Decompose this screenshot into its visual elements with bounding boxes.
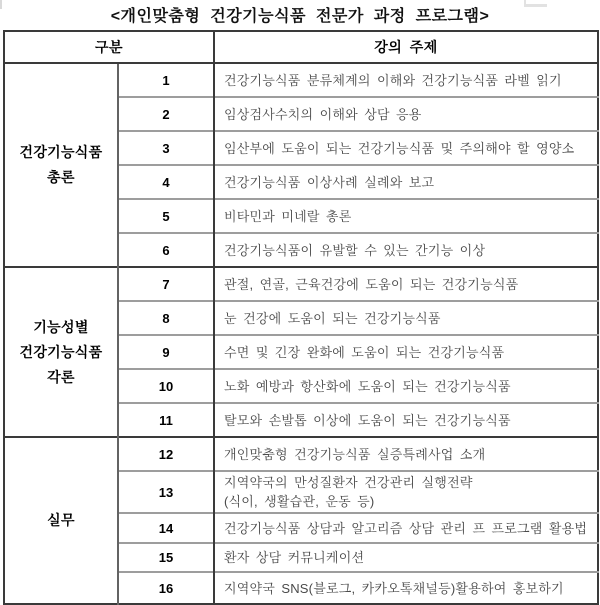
category-cell	[4, 63, 118, 267]
page-title: <개인맞춤형 건강기능식품 전문가 과정 프로그램>	[110, 8, 490, 25]
column-header-topic: 강의 주제	[214, 31, 598, 63]
topic-cell	[214, 335, 598, 369]
topic-line: 수면 및 긴장 완화에 도움이 되는 건강기능식품	[224, 344, 505, 360]
topic-line: 개인맞춤형 건강기능식품 실증특례사업 소개	[224, 446, 486, 462]
topic-line: 임상검사수치의 이해와 상담 응용	[224, 106, 422, 122]
crop-artifact-left	[0, 0, 2, 9]
topic-cell	[214, 513, 598, 543]
column-header-category: 구분	[4, 31, 214, 63]
category-line: 총론	[47, 169, 75, 185]
crop-artifact-right	[524, 0, 547, 7]
row-number: 2	[118, 97, 214, 131]
row-number: 11	[118, 403, 214, 437]
row-number: 3	[118, 131, 214, 165]
topic-line: 관절, 연골, 근육건강에 도움이 되는 건강기능식품	[224, 276, 519, 292]
topic-cell	[214, 437, 598, 471]
header-row	[4, 31, 598, 63]
row-number: 13	[118, 471, 214, 513]
topic-cell	[214, 301, 598, 335]
topic-line: 임산부에 도움이 되는 건강기능식품 및 주의해야 할 영양소	[224, 140, 575, 156]
topic-cell	[214, 543, 598, 572]
category-line: 기능성별	[33, 318, 89, 335]
topic-cell	[214, 471, 598, 513]
topic-line: 노화 예방과 항산화에 도움이 되는 건강기능식품	[224, 378, 511, 394]
topic-line: 탈모와 손발톱 이상에 도움이 되는 건강기능식품	[224, 412, 511, 428]
topic-line: 비타민과 미네랄 총론	[224, 208, 352, 224]
topic-cell	[214, 403, 598, 437]
table-row	[4, 267, 598, 301]
category-line: 각론	[47, 368, 75, 385]
topic-cell	[214, 131, 598, 165]
topic-line: 건강기능식품 이상사례 실례와 보고	[224, 174, 435, 190]
topic-line: 건강기능식품이 유발할 수 있는 간기능 이상	[224, 242, 486, 258]
topic-cell	[214, 97, 598, 131]
table-body	[4, 63, 598, 604]
row-number: 4	[118, 165, 214, 199]
topic-line: 지역약국의 만성질환자 건강관리 실행전략	[224, 475, 473, 490]
table-row	[4, 437, 598, 471]
row-number: 10	[118, 369, 214, 403]
topic-cell	[214, 233, 598, 267]
category-cell	[4, 437, 118, 604]
topic-line: 건강기능식품 분류체계의 이해와 건강기능식품 라벨 읽기	[224, 72, 562, 88]
program-table	[3, 30, 599, 605]
category-line: 건강기능식품	[19, 144, 103, 160]
topic-cell	[214, 267, 598, 301]
row-number: 1	[118, 63, 214, 97]
topic-cell	[214, 199, 598, 233]
topic-cell	[214, 63, 598, 97]
row-number: 15	[118, 543, 214, 572]
topic-line: (식이, 생활습관, 운동 등)	[224, 494, 375, 509]
row-number: 8	[118, 301, 214, 335]
category-cell	[4, 267, 118, 437]
row-number: 9	[118, 335, 214, 369]
row-number: 5	[118, 199, 214, 233]
topic-line: 지역약국 SNS(블로그, 카카오톡채널등)활용하여 홍보하기	[224, 580, 564, 596]
topic-line: 눈 건강에 도움이 되는 건강기능식품	[224, 310, 441, 326]
row-number: 16	[118, 572, 214, 604]
category-line: 건강기능식품	[19, 343, 103, 360]
table-row	[4, 63, 598, 97]
topic-line: 환자 상담 커뮤니케이션	[224, 550, 365, 565]
row-number: 14	[118, 513, 214, 543]
row-number: 12	[118, 437, 214, 471]
category-line: 실무	[47, 512, 75, 528]
topic-cell	[214, 369, 598, 403]
row-number: 6	[118, 233, 214, 267]
topic-cell	[214, 165, 598, 199]
topic-cell	[214, 572, 598, 604]
row-number: 7	[118, 267, 214, 301]
topic-line: 건강기능식품 상담과 알고리즘 상담 관리 프 프로그램 활용법	[224, 520, 588, 536]
